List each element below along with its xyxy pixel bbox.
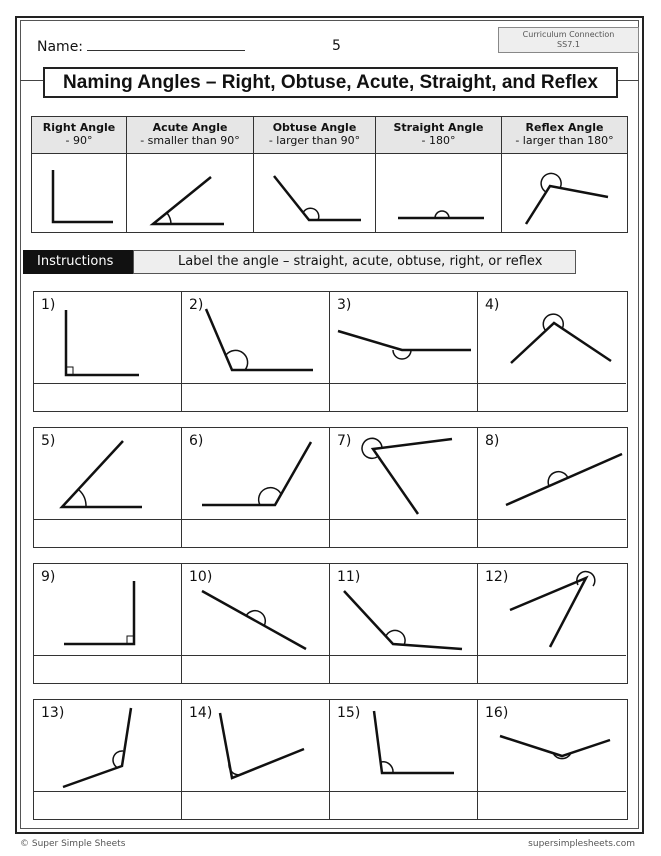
obtuse-angle-figure xyxy=(182,428,330,520)
reference-desc: - larger than 180° xyxy=(515,134,614,147)
answer-field[interactable] xyxy=(34,520,181,547)
obtuse-angle-figure xyxy=(34,700,182,792)
reference-table xyxy=(31,116,628,233)
obtuse-angle-figure xyxy=(254,154,375,232)
answer-field[interactable] xyxy=(478,656,626,683)
problem-4 xyxy=(478,292,626,411)
answer-field[interactable] xyxy=(182,384,329,411)
answer-field[interactable] xyxy=(330,792,477,819)
reference-title: Reflex Angle xyxy=(525,121,604,134)
page-number: 5 xyxy=(332,38,341,54)
answer-field[interactable] xyxy=(478,384,626,411)
answer-field[interactable] xyxy=(330,384,477,411)
obtuse-angle-figure xyxy=(330,564,478,656)
straight-angle-figure xyxy=(376,154,501,232)
problem-6 xyxy=(182,428,330,547)
reflex-angle-figure xyxy=(478,700,626,792)
answer-field[interactable] xyxy=(182,792,329,819)
problem-15 xyxy=(330,700,478,819)
problem-10 xyxy=(182,564,330,683)
problem-9 xyxy=(34,564,182,683)
reference-title: Acute Angle xyxy=(152,121,228,134)
right-angle-figure xyxy=(32,154,126,232)
reflex-angle-figure xyxy=(502,154,627,232)
problem-number: 15) xyxy=(337,705,361,721)
reference-desc: - smaller than 90° xyxy=(140,134,240,147)
curriculum-code: SS7.1 xyxy=(557,40,580,49)
problem-number: 4) xyxy=(485,297,500,313)
reference-desc: - larger than 90° xyxy=(268,134,361,147)
obtuse-angle-figure xyxy=(330,292,478,384)
problem-3 xyxy=(330,292,478,411)
problem-5 xyxy=(34,428,182,547)
name-line[interactable] xyxy=(87,38,245,51)
problem-14 xyxy=(182,700,330,819)
answer-field[interactable] xyxy=(182,656,329,683)
problem-13 xyxy=(34,700,182,819)
problem-number: 7) xyxy=(337,433,352,449)
reference-desc: - 90° xyxy=(65,134,93,147)
acute-angle-figure xyxy=(478,564,626,656)
answer-field[interactable] xyxy=(34,792,181,819)
reference-straight xyxy=(376,117,502,232)
reference-title: Right Angle xyxy=(42,121,116,134)
problem-row-4 xyxy=(33,699,628,820)
answer-field[interactable] xyxy=(330,520,477,547)
right-angle-figure xyxy=(34,564,182,656)
reference-right xyxy=(32,117,127,232)
problem-row-2 xyxy=(33,427,628,548)
problem-number: 12) xyxy=(485,569,509,585)
problem-number: 10) xyxy=(189,569,213,585)
problem-row-1 xyxy=(33,291,628,412)
copyright: © Super Simple Sheets xyxy=(20,839,126,849)
problem-2 xyxy=(182,292,330,411)
problem-1 xyxy=(34,292,182,411)
answer-field[interactable] xyxy=(182,520,329,547)
answer-field[interactable] xyxy=(478,520,626,547)
problem-7 xyxy=(330,428,478,547)
instructions-bar xyxy=(23,250,576,274)
obtuse-angle-figure xyxy=(182,700,330,792)
answer-field[interactable] xyxy=(34,656,181,683)
obtuse-angle-figure xyxy=(182,292,330,384)
straight-angle-figure xyxy=(478,428,626,520)
name-field[interactable] xyxy=(37,38,245,55)
problem-number: 1) xyxy=(41,297,56,313)
instructions-label: Instructions xyxy=(23,250,133,274)
problem-number: 2) xyxy=(189,297,204,313)
answer-field[interactable] xyxy=(478,792,626,819)
problem-8 xyxy=(478,428,626,547)
curriculum-connection-badge xyxy=(498,27,639,53)
answer-field[interactable] xyxy=(330,656,477,683)
reference-title: Straight Angle xyxy=(393,121,484,134)
reference-desc: - 180° xyxy=(421,134,456,147)
problem-number: 13) xyxy=(41,705,65,721)
problem-number: 16) xyxy=(485,705,509,721)
problem-row-3 xyxy=(33,563,628,684)
problem-12 xyxy=(478,564,626,683)
website: supersimplesheets.com xyxy=(528,839,635,849)
problem-number: 14) xyxy=(189,705,213,721)
reference-acute xyxy=(127,117,254,232)
reference-reflex xyxy=(502,117,627,232)
obtuse-angle-figure xyxy=(478,292,626,384)
acute-angle-figure xyxy=(127,154,253,232)
problem-11 xyxy=(330,564,478,683)
straight-angle-figure xyxy=(182,564,330,656)
acute-angle-figure xyxy=(330,428,478,520)
reference-title: Obtuse Angle xyxy=(272,121,357,134)
right-angle-figure xyxy=(330,700,478,792)
problem-number: 9) xyxy=(41,569,56,585)
problem-number: 6) xyxy=(189,433,204,449)
problem-16 xyxy=(478,700,626,819)
problem-number: 8) xyxy=(485,433,500,449)
problem-number: 5) xyxy=(41,433,56,449)
acute-angle-figure xyxy=(34,428,182,520)
reference-obtuse xyxy=(254,117,376,232)
problem-number: 11) xyxy=(337,569,361,585)
right-angle-figure xyxy=(34,292,182,384)
answer-field[interactable] xyxy=(34,384,181,411)
problem-number: 3) xyxy=(337,297,352,313)
curriculum-label: Curriculum Connection xyxy=(522,30,615,39)
instructions-text: Label the angle – straight, acute, obtuse, right, or reflex xyxy=(133,250,576,274)
page-title: Naming Angles – Right, Obtuse, Acute, Straight, and Reflex xyxy=(43,67,618,98)
name-label: Name: xyxy=(37,39,84,55)
